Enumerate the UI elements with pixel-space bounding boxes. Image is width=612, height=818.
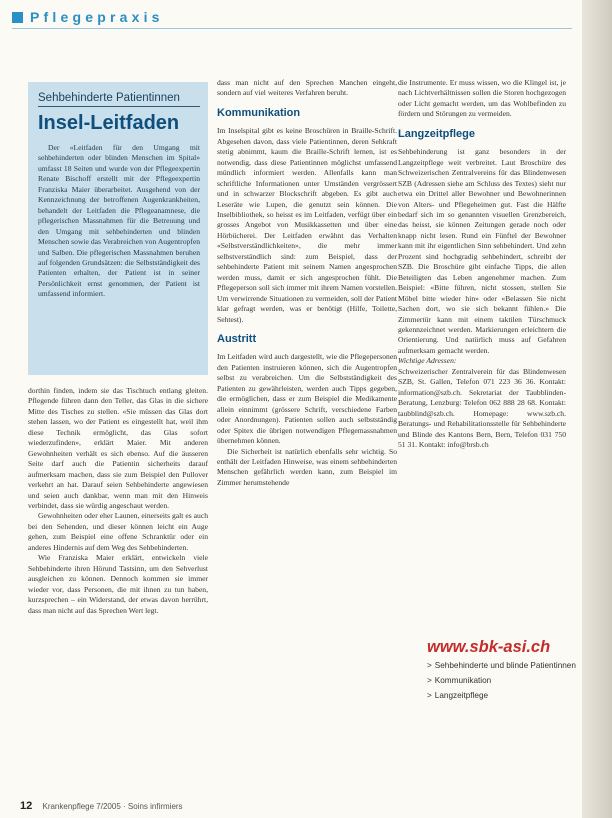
paragraph: Sehbehinderung ist ganz besonders in der Langzeitpflege weit verbreitet. Laut Broschüre des Schweizerischen Zentralvereins für das Blindenwesen SZB (Adressen siehe am Schluss des Textes) sieht nur etwa ein Drittel aller Bewohner und Bewohnerinnen von Alters- und Pflegeheimen gut. Fast die Hälfte bedarf sich im so genannten visuellen Grenzbereich, das heisst, sie können Zeitungen gerade noch oder knapp nicht lesen. Rund ein Fünftel der Bewohner kann mit ihr eigentlichen Sinn sehbehindert. Und zehn Prozent sind hochgradig sehbehindert, schreibt der SZB. Die Broschüre gibt einfache Tipps, die allen Beteiligten das Leben angenehmer machen. Zum Beispiel: «Bitte führen, nicht stossen, stellen Sie Möbel bitte wieder hin» oder «Belassen Sie nicht Sachen dort, wo sie sich bekannt fühlen.» Die Zimmertür kann mit einem taktilen Türschmuck gekennzeichnet werden. Markierungen erleichtern die Orientierung. Und natürlich muss auf Gefahren aufmerksam gemacht werden. (398, 147, 566, 355)
addresses-text: Schweizerischer Zentralverein für das Blindenwesen SZB, St. Gallen, Telefon 071 223 36 36. Kontakt: information@szb.ch. Sekretariat der Taubblinden-Beratung, Lenzburg: Telefon 062 888 28 68. Kontakt: taubblind@szb.ch. Homepage: www.szb.ch. Beratungs- und Rehabilitationsstelle für Sehbehinderte und Blinde des Kantons Bern, Bern, Telefon 031 750 51 31. Kontakt: info@brsb.ch (398, 366, 566, 449)
sidebar-title: Insel-Leitfaden (38, 112, 180, 134)
column-3 (398, 78, 566, 630)
paragraph: Im Inselspital gibt es keine Broschüren in Braille-Schrift. Abgesehen davon, dass viele Patientinnen, deren Sehkraft stetig abnimmt, kaum die Braille-Schrift lernen, ist es notwendig, dass diese Patientinnen möglichst umfassend mündlich informiert werden. Allenfalls kann man schriftliche Informationen unter Umständen vergrössert und in schwarzer Blockschrift abgeben. Es gibt auch Leseräte wie Lupen, die genutzt sein können. Die Inselbibliothek, so heisst es im Leitfaden, verfügt über ein grosses Angebot von Musikkassetten und über eine Hörbücherei. Der Leitfaden erwähnt das Verhalten «Selbstverständlichkeiten», die mehr immer selbstverständlich sind: zum Beispiel, dass der sehbehinderte Patient mit seinem Namen angesprochen werden muss, damit er sich angesprochen fühlt. Die Pflegeperson soll sich immer mit ihrem Namen vorstellen. Um verwirrende Situationen zu vermeiden, soll der Patient klar gefragt werden, was er benötigt (Hilfe, Toilette, Sehtest). (217, 126, 397, 324)
column-2 (217, 78, 397, 796)
paragraph: die Instrumente. Er muss wissen, wo die Klingel ist, je nach Lichtverhältnissen sollen die Storen hochgezogen oder Licht gemacht werden, um das Wohlbefinden zu fördern und Störungen zu vermeiden. (398, 78, 566, 119)
section-title: Pflegepraxis (30, 9, 164, 25)
chevron-right-icon: > (427, 691, 432, 700)
website-link[interactable]: www.sbk-asi.ch (427, 638, 551, 656)
page-footer (20, 800, 183, 812)
sidebar-paragraph: Der «Leitfaden für den Umgang mit sehbehinderten oder blinden Menschen im Spital» umfasst 18 Seiten und wurde von der Pflegeexpertin Renate Bischoff erstellt mit der Pflegeexpertin Franziska Maier überarbeitet. Ausgehend von der Kennzeichnung der betroffenen Augenkrankheiten, behandelt der Leitfaden die Pflegeanamnese, die pflegerischen Massnahmen für die Betreuung und den Umgang mit sehbehinderten und blinden Menschen sowie das Verabreichen von Augentropfen und Salben. Die pflegerischen Massnahmen beruhen auf folgenden Grundsätzen: die Selbstständigkeit des Patienten erhalten, der Patient ist in seiner Persönlichkeit ernst genommen, der Patient ist umfassend informiert. (38, 143, 200, 299)
sidebar-text-block (38, 143, 200, 300)
paragraph: Im Leitfaden wird auch dargestellt, wie die Pflegepersonen den Patienten instruieren können, sich die Augentropfen selbst zu verabreichen. Um die Selbstständigkeit des Patienten zu gewährleisten, werden auch Tipps gegeben, die ermöglichen, dass er zum Beispiel die Medikamente allein einnimmt (grössere Schrift, verschiedene Farben oder Anordnungen). Patienten sollen auch selbstständig oder Spitex die übrigen notwendigen Pflegemassnahmen übernehmen können. (217, 352, 397, 446)
section-marker (12, 12, 23, 23)
heading-austritt: Austritt (217, 332, 257, 345)
paragraph: Gewohnheiten oder eher Launen, einerseits galt es auch bei den Sehenden, und dieser können leicht ein Auge gehen, zum Beispiel eine offene Schranktür oder ein anderes Hindernis auf dem Weg des Sehbehinderten. (28, 511, 208, 552)
paragraph: dass man nicht auf den Sprechen Manchen eingeht, sondern auf viel weiteres Verfahren beruht. (217, 78, 397, 98)
column-1 (28, 386, 208, 791)
footer-text: Krankenpflege 7/2005 · Soins infirmiers (42, 802, 183, 811)
related-link[interactable]: > Kommunikation (427, 676, 492, 685)
related-link[interactable]: > Langzeitpflege (427, 691, 489, 700)
paragraph: dorthin finden, indem sie das Tischtuch entlang gleiten. Pflegende führen dann den Teller, das Glas in die sichere Mitte des Tisches zu stellen. «Sie müssen das Glas dort stehen lassen, wo der Patient es eingestellt hat, weil ihm diese Technik ermöglicht, das Glas sofort wiederzufinden», erklärt Maier. Mit anderen Gewohnheiten verhält es sich ebenso. Auf die äusseren Seite darf auch die Patientin sicherheits darauf aufmerksam machen, dass sie zum Beispiel den Pullover verkehrt an hat. Darauf seien Sehbehinderte angewiesen und seien auch dankbar, wenn man mit den Hinweis verbindet, dass sie würdig angeschaut werden. (28, 386, 208, 510)
paragraph: Wie Franziska Maier erklärt, entwickeln viele Sehbehinderte ihren Hörund Tastsinn, um den Sehverlust ausgleichen zu können. Dennoch kommen sie immer wieder vor, dass Personen, die mit ihnen zu tun haben, kurzsprechen – ein Widerstand, der etwas davon herrührt, dass man nicht auf das Sprechen Wert legt. (28, 553, 208, 615)
sidebar-kicker: Sehbehinderte Patientinnen (38, 92, 200, 107)
page-number: 12 (20, 800, 33, 812)
related-links (427, 660, 587, 705)
header-rule (12, 28, 572, 29)
heading-langzeitpflege: Langzeitpflege (398, 127, 476, 140)
chevron-right-icon: > (427, 676, 432, 685)
section-header (12, 9, 164, 25)
chevron-right-icon: > (427, 661, 432, 670)
paragraph: Die Sicherheit ist natürlich ebenfalls sehr wichtig. So enthält der Leitfaden Hinweise, was einem sehbehinderten Menschen gefährlich werden kann, zum Beispiel im Zimmer herumstehende (217, 446, 397, 487)
sidebar-box (28, 82, 208, 375)
addresses-title: Wichtige Adressen: (398, 356, 457, 366)
heading-kommunikation: Kommunikation (217, 106, 301, 119)
related-link[interactable]: > Sehbehinderte und blinde Patientinnen (427, 661, 576, 670)
